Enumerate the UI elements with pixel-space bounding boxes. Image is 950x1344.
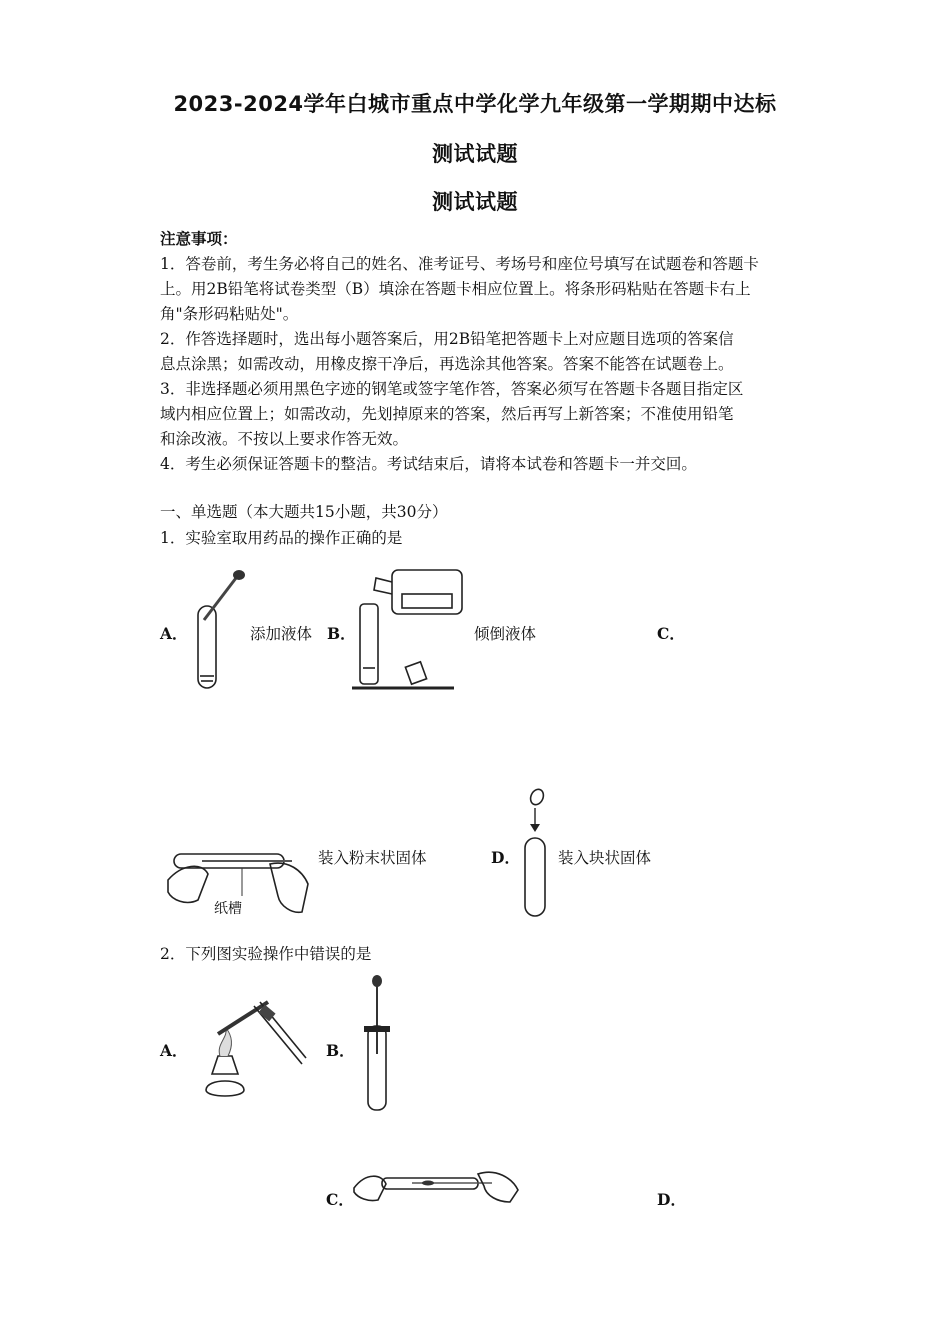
notice-line: 上。用2B铅笔将试卷类型（B）填涂在答题卡相应位置上。将条形码粘贴在答题卡右上 bbox=[160, 280, 751, 298]
notice-line: 1．答卷前，考生务必将自己的姓名、准考证号、考场号和座位号填写在试题卷和答题卡 bbox=[160, 255, 759, 273]
dropper-in-tube-figure bbox=[362, 974, 392, 1114]
pouring-liquid-figure bbox=[352, 564, 467, 692]
notice-line: 角"条形码粘贴处"。 bbox=[160, 305, 299, 323]
q1-option-b-caption: 倾倒液体 bbox=[474, 625, 537, 643]
q2-option-c-label[interactable]: C． bbox=[326, 1190, 354, 1209]
heating-tube-figure bbox=[198, 994, 310, 1106]
question-2-stem: 2．下列图实验操作中错误的是 bbox=[160, 945, 372, 963]
page-title-line2: 测试试题 bbox=[432, 142, 518, 166]
question-1-stem: 1．实验室取用药品的操作正确的是 bbox=[160, 529, 403, 547]
notice-heading: 注意事项： bbox=[160, 229, 238, 248]
q2-option-d-label[interactable]: D． bbox=[657, 1190, 686, 1209]
q1-option-a-label[interactable]: A． bbox=[160, 624, 188, 643]
notice-line: 2．作答选择题时，选出每小题答案后，用2B铅笔把答题卡上对应题目选项的答案信 bbox=[160, 330, 734, 348]
notice-line: 4．考生必须保证答题卡的整洁。考试结束后，请将本试卷和答题卡一并交回。 bbox=[160, 455, 697, 473]
q1-option-a-caption: 添加液体 bbox=[250, 625, 313, 643]
q1-option-d-label[interactable]: D． bbox=[491, 848, 520, 867]
solid-block-into-tube-figure bbox=[518, 786, 554, 920]
q1-option-c-label[interactable]: C． bbox=[657, 624, 685, 643]
q2-option-a-label[interactable]: A． bbox=[160, 1041, 188, 1060]
notice-line: 和涂改液。不按以上要求作答无效。 bbox=[160, 430, 409, 448]
notice-line: 3．非选择题必须用黑色字迹的钢笔或签字笔作答，答案必须写在答题卡各题目指定区 bbox=[160, 380, 744, 398]
dropper-into-tube-figure bbox=[190, 568, 250, 694]
q1-option-c-caption: 装入粉末状固体 bbox=[318, 849, 427, 867]
page-subtitle: 测试试题 bbox=[432, 190, 518, 214]
section-heading: 一、单选题（本大题共15小题，共30分） bbox=[160, 503, 448, 521]
q1-option-b-label[interactable]: B． bbox=[327, 624, 356, 643]
notice-line: 域内相应位置上；如需改动，先划掉原来的答案，然后再写上新答案；不准使用铅笔 bbox=[160, 405, 734, 423]
notice-line: 息点涂黑；如需改动，用橡皮擦干净后，再选涂其他答案。答案不能答在试题卷上。 bbox=[160, 355, 734, 373]
q2-option-b-label[interactable]: B． bbox=[326, 1041, 355, 1060]
page-title: 2023-2024学年白城市重点中学化学九年级第一学期期中达标 bbox=[173, 92, 777, 116]
powder-into-tube-figure bbox=[352, 1162, 520, 1206]
paper-trough-label: 纸槽 bbox=[214, 901, 242, 917]
q1-option-d-caption: 装入块状固体 bbox=[558, 849, 652, 867]
